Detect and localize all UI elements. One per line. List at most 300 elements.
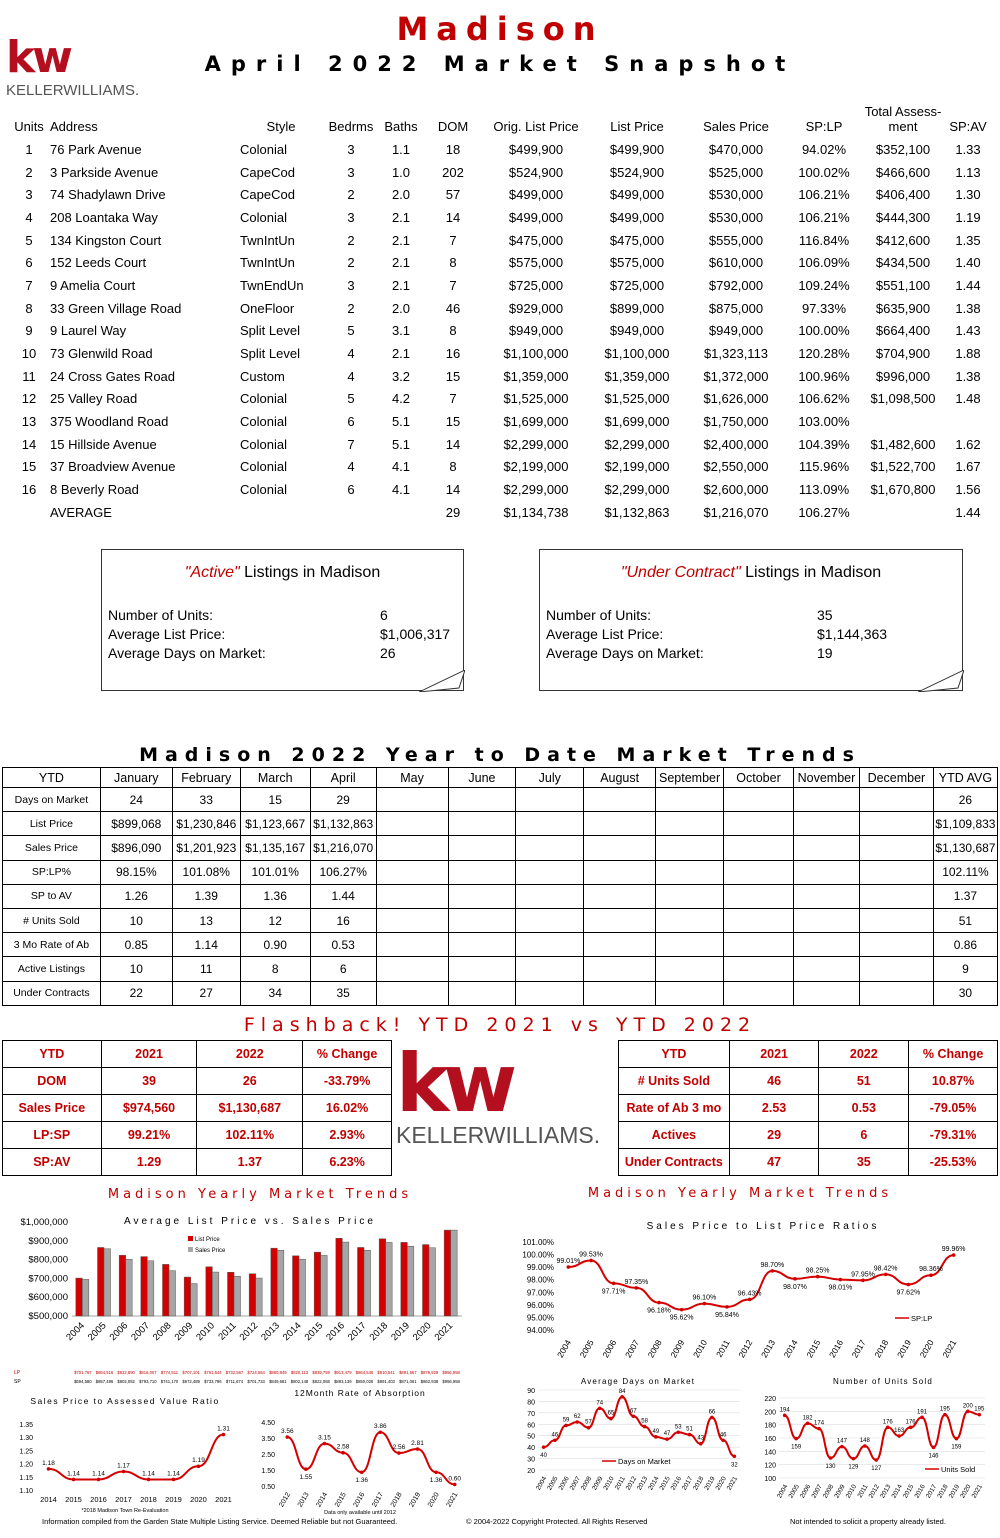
bar-list-price: [228, 1272, 235, 1316]
ytd-cell: [448, 957, 516, 981]
data-label: 129: [848, 1464, 859, 1471]
ytd-cell: 10: [100, 957, 172, 981]
x-tick-label: 2021: [445, 1491, 460, 1509]
ytd-cell: [516, 812, 584, 836]
active-box-title-rest: Listings in Madison: [239, 564, 381, 581]
data-label: 51: [686, 1426, 693, 1433]
y-tick-label: $1,000,000: [20, 1217, 68, 1228]
flashback-cell: 6.23%: [303, 1149, 392, 1176]
ytd-cell: [859, 788, 933, 812]
ytd-cell: [584, 957, 656, 981]
ytd-cell: [656, 933, 724, 957]
active-units-label: Number of Units:: [108, 607, 214, 623]
y-tick-label: 97.00%: [526, 1288, 554, 1298]
data-table-value: $893,139: [334, 1379, 352, 1384]
x-tick-label: 2010: [844, 1483, 859, 1500]
ytd-cell: [656, 836, 724, 860]
data-table-value: $822,890: [117, 1370, 135, 1375]
x-tick-label: 2019: [703, 1475, 717, 1492]
bar-list-price: [379, 1239, 386, 1316]
data-label: 96.43%: [737, 1290, 762, 1298]
x-tick-label: 2018: [140, 1495, 157, 1504]
sales-row: [8, 206, 992, 229]
under-contract-box: [539, 549, 963, 691]
ytd-cell: $1,109,833: [933, 812, 997, 836]
sales-cell: 106.21%: [798, 209, 850, 225]
data-label: 1.36: [355, 1477, 369, 1485]
footer-copyright: © 2004-2022 Copyright Protected. All Rights Reserved: [466, 1517, 648, 1526]
data-table-value: $857,486: [95, 1379, 114, 1384]
data-label: 1.14: [67, 1470, 80, 1478]
sales-cell: 3: [347, 164, 355, 180]
data-point: [852, 1457, 856, 1461]
chart-title: Average List Price vs. Sales Price: [124, 1216, 376, 1227]
ytd-cell: [584, 981, 656, 1005]
ytd-table: [2, 767, 998, 1006]
sales-cell: CapeCod: [240, 164, 295, 180]
ytd-cell: 0.86: [933, 933, 997, 957]
ytd-cell: 26: [933, 788, 997, 812]
ytd-cell: [376, 860, 448, 884]
data-table-value: $871,061: [399, 1379, 417, 1384]
ytd-cell: [724, 812, 794, 836]
sales-cell: 208 Loantaka Way: [50, 209, 158, 225]
x-tick-label: 2021: [215, 1495, 232, 1504]
sales-cell: $2,299,000: [604, 482, 670, 498]
sales-average-cell: [380, 501, 422, 524]
ytd-cell: 1.37: [933, 884, 997, 908]
x-tick-label: 2006: [107, 1320, 131, 1344]
sales-cell: 152 Leeds Court: [50, 255, 147, 271]
data-table-value: $711,674: [225, 1379, 244, 1384]
ytd-row-label: 3 Mo Rate of Ab: [3, 933, 101, 957]
ytd-row-label: SP:LP%: [3, 860, 101, 884]
y-tick-label: 60: [527, 1422, 535, 1430]
flashback-cell: 16.02%: [303, 1095, 392, 1122]
flashback-cell: 51: [819, 1068, 909, 1095]
chart-title: Number of Units Sold: [832, 1377, 934, 1386]
sales-cell: TwnIntUn: [240, 255, 295, 271]
y-tick-label: 120: [764, 1462, 776, 1470]
sales-average-cell: [8, 501, 50, 524]
ytd-cell: [376, 908, 448, 932]
x-tick-label: 2017: [345, 1320, 369, 1344]
x-tick-label: 2019: [389, 1320, 412, 1344]
data-point: [553, 1438, 557, 1442]
data-point: [654, 1435, 658, 1439]
flashback-left-body: [3, 1068, 392, 1176]
ytd-cell: [584, 836, 656, 860]
data-point: [612, 1282, 616, 1286]
legend-swatch: [188, 1247, 193, 1252]
x-tick-label: 2016: [324, 1320, 347, 1344]
y-tick-label: 20: [527, 1468, 535, 1475]
data-label: 1.14: [92, 1470, 105, 1478]
legend-label: Sales Price: [195, 1248, 226, 1254]
data-label: 65: [607, 1410, 615, 1417]
ytd-cell: [724, 908, 794, 932]
data-label: 2.81: [411, 1440, 424, 1448]
data-point: [632, 1414, 636, 1418]
sales-cell: $1,525,000: [604, 391, 670, 407]
y-tick-label: 101.00%: [522, 1238, 554, 1247]
data-point: [816, 1275, 820, 1279]
ytd-row: [3, 812, 998, 836]
y-tick-label: 95.00%: [526, 1313, 554, 1323]
sales-cell: $466,600: [875, 164, 931, 180]
page-title: Madison: [396, 10, 604, 48]
x-tick-label: 2009: [172, 1320, 196, 1344]
data-table-value: $879,929: [420, 1370, 439, 1375]
bar-list-price: [163, 1264, 170, 1316]
sales-cell: [862, 410, 944, 433]
sales-cell: 6: [347, 414, 355, 430]
x-tick-label: 2004: [776, 1483, 790, 1500]
x-tick-label: 2011: [216, 1320, 239, 1343]
data-label: 200: [962, 1403, 973, 1410]
ytd-cell: [516, 884, 584, 908]
data-point: [360, 1470, 364, 1474]
sales-cell: 4: [25, 209, 33, 225]
data-point: [943, 1413, 947, 1417]
x-tick-label: 2011: [713, 1338, 732, 1359]
ytd-cell: [859, 812, 933, 836]
ytd-col-header: November: [793, 768, 859, 788]
sales-cell: 2: [347, 255, 355, 271]
sales-cell: 97.33%: [801, 300, 847, 316]
data-point: [589, 1259, 593, 1263]
sales-cell: 1.19: [955, 209, 981, 225]
sales-cell: 2: [347, 300, 355, 316]
ytd-cell: 102.11%: [933, 860, 997, 884]
ytd-row-label: Days on Market: [3, 788, 101, 812]
sales-cell: 4: [347, 459, 355, 475]
data-label: 195: [974, 1406, 985, 1413]
sales-cell: 2.0: [391, 300, 411, 316]
ytd-row-label: SP to AV: [3, 884, 101, 908]
data-point: [966, 1410, 970, 1414]
x-tick-label: 2013: [636, 1475, 650, 1492]
x-tick-label: 2015: [302, 1320, 326, 1344]
sales-cell: $352,100: [875, 141, 931, 157]
data-point: [122, 1470, 126, 1474]
data-point: [567, 1265, 571, 1269]
sales-cell: 57: [445, 187, 461, 203]
data-label: 1.14: [142, 1470, 155, 1478]
bar-sales-price: [256, 1278, 263, 1316]
sales-cell: 14: [445, 482, 461, 498]
sales-row: [8, 365, 992, 388]
ytd-col-header: May: [376, 768, 448, 788]
ytd-row: [3, 908, 998, 932]
chart-note: *2018 Madison Town Re-Evaluation: [81, 1508, 169, 1514]
bar-sales-price: [212, 1272, 219, 1316]
sales-cell: 37 Broadview Avenue: [50, 459, 176, 475]
sales-cell: 33 Green Village Road: [50, 300, 182, 316]
flashback-cell: 47: [729, 1149, 819, 1176]
x-tick-label: 2007: [568, 1475, 583, 1492]
sales-cell: 5: [347, 323, 355, 339]
active-units-value: 6: [380, 607, 388, 623]
sales-cell: 4: [347, 368, 355, 384]
data-table-value: $891,403: [377, 1379, 395, 1384]
ytd-cell: 35: [310, 981, 376, 1005]
ytd-cell: [656, 957, 724, 981]
data-label: 43: [697, 1435, 705, 1442]
sales-cell: $1,670,800: [870, 482, 936, 498]
flashback-cell: 2.53: [729, 1095, 819, 1122]
ytd-cell: 33: [172, 788, 240, 812]
x-tick-label: 2005: [787, 1483, 801, 1500]
sales-cell: 16: [21, 482, 37, 498]
data-point: [416, 1447, 420, 1451]
x-tick-label: 2006: [600, 1338, 619, 1360]
ytd-cell: 15: [240, 788, 310, 812]
x-tick-label: 2017: [924, 1483, 939, 1500]
kw-logo-name-large: KELLERWILLIAMS.: [396, 1122, 601, 1148]
sales-cell: $575,000: [508, 255, 564, 271]
data-point: [286, 1435, 290, 1439]
data-table-value: $802,082: [117, 1379, 135, 1384]
data-label: 96.18%: [647, 1307, 671, 1315]
ytd-cell: [724, 788, 794, 812]
sales-cell: 1.38: [955, 368, 981, 384]
flashback-col-header: YTD: [3, 1041, 102, 1068]
flashback-cell: Actives: [619, 1122, 730, 1149]
data-label: 3.86: [373, 1423, 387, 1431]
ytd-cell: 8: [240, 957, 310, 981]
trends-title-right: Madison Yearly Market Trends: [587, 1186, 893, 1201]
ytd-cell: [859, 884, 933, 908]
data-label: 98.70%: [760, 1261, 785, 1269]
sales-cell: 7: [347, 436, 355, 452]
flashback-cell: Under Contracts: [619, 1149, 730, 1176]
x-tick-label: 2005: [546, 1475, 560, 1492]
sales-cell: 1.35: [955, 232, 981, 248]
active-dom-label: Average Days on Market:: [108, 645, 266, 661]
data-point: [725, 1305, 729, 1309]
flashback-cell: $974,560: [101, 1095, 197, 1122]
ytd-cell: [376, 788, 448, 812]
ytd-cell: [376, 812, 448, 836]
page-curl-icon: [918, 670, 964, 692]
sales-cell: 109.24%: [798, 277, 850, 293]
sales-cell: $575,000: [609, 255, 665, 271]
sales-cell: 1.0: [391, 164, 411, 180]
sales-cell: 103.00%: [798, 414, 850, 430]
y-tick-label: 99.00%: [526, 1263, 554, 1273]
sales-cell: $1,100,000: [503, 346, 569, 362]
ytd-cell: 0.90: [240, 933, 310, 957]
y-tick-label: $800,000: [28, 1254, 68, 1266]
sales-cell: 116.84%: [798, 232, 850, 248]
sales-cell: 24 Cross Gates Road: [50, 368, 176, 384]
sales-cell: 1.62: [955, 436, 981, 452]
page-subtitle: April 2022 Market Snapshot: [204, 52, 796, 76]
sales-cell: 8: [25, 300, 33, 316]
sales-cell: $1,359,000: [604, 368, 670, 384]
ytd-cell: 22: [100, 981, 172, 1005]
data-point: [453, 1483, 457, 1487]
sales-cell: $412,600: [875, 232, 931, 248]
x-tick-label: 2004: [554, 1338, 574, 1360]
ytd-row: [3, 957, 998, 981]
sales-row: [8, 478, 992, 501]
data-point: [379, 1430, 383, 1434]
sales-cell: 2.1: [391, 209, 411, 225]
list-vs-sales-chart: [10, 1206, 470, 1388]
data-point: [643, 1425, 647, 1429]
sales-cell: 7: [449, 277, 457, 293]
ytd-title: Madison 2022 Year to Date Market Trends: [139, 744, 861, 766]
chart-title: Sales Price to Assessed Value Ratio: [30, 1396, 220, 1406]
sales-row: [8, 251, 992, 274]
ytd-row-label: Active Listings: [3, 957, 101, 981]
ytd-cell: 12: [240, 908, 310, 932]
ytd-col-header: January: [100, 768, 172, 788]
sales-cell: $434,500: [875, 255, 931, 271]
y-tick-label: 0.50: [261, 1484, 275, 1491]
data-table-value: $733,796: [204, 1379, 222, 1384]
ytd-cell: [724, 933, 794, 957]
sales-cell: 5.1: [391, 436, 411, 452]
sales-cell: 16: [445, 346, 461, 362]
data-label: 32: [731, 1462, 738, 1469]
sales-row: [8, 297, 992, 320]
ytd-row: [3, 933, 998, 957]
sales-row: [8, 274, 992, 297]
data-label: 1.55: [299, 1474, 313, 1482]
footer-notice: Not intended to solicit a property already listed.: [790, 1517, 946, 1526]
data-point: [197, 1464, 201, 1468]
data-label: 147: [836, 1438, 847, 1445]
x-tick-label: 2019: [408, 1491, 423, 1509]
x-tick-label: 2016: [913, 1483, 927, 1500]
data-label: 59: [562, 1417, 570, 1424]
contract-units-value: 35: [817, 607, 833, 623]
bar-sales-price: [277, 1250, 284, 1316]
sales-cell: 100.02%: [798, 164, 850, 180]
sales-row: [8, 410, 992, 433]
x-tick-label: 2018: [872, 1338, 891, 1360]
ytd-cell: [584, 908, 656, 932]
sales-col-header: SP:AV: [949, 119, 987, 134]
ytd-cell: [448, 981, 516, 1005]
ytd-cell: [859, 908, 933, 932]
sales-cell: $524,900: [609, 164, 665, 180]
active-price-value: $1,006,317: [380, 626, 451, 642]
sales-cell: 15: [445, 368, 461, 384]
active-price-label: Average List Price:: [108, 626, 226, 642]
y-tick-label: $900,000: [28, 1235, 68, 1247]
data-table-value: $701,733: [247, 1379, 265, 1384]
y-tick-label: 2.50: [261, 1452, 275, 1459]
sales-cell: $725,000: [609, 277, 665, 293]
flashback-cell: 0.53: [819, 1095, 909, 1122]
data-point: [699, 1442, 703, 1446]
sales-cell: Colonial: [240, 436, 287, 452]
sales-cell: $929,000: [508, 300, 564, 316]
ytd-cell: 51: [933, 908, 997, 932]
sales-cell: 5.1: [391, 414, 411, 430]
sales-cell: $555,000: [708, 232, 764, 248]
sales-cell: 13: [21, 414, 37, 430]
data-label: 98.36%: [919, 1266, 943, 1274]
flashback-cell: 10.87%: [909, 1068, 998, 1095]
sales-row: [8, 320, 992, 343]
sales-cell: 2.1: [391, 255, 411, 271]
sales-average-cell: [322, 501, 380, 524]
x-tick-label: 2018: [367, 1320, 391, 1344]
sales-cell: 2: [25, 164, 33, 180]
sales-cell: 1.1: [391, 141, 411, 157]
sales-row: [8, 433, 992, 456]
ytd-table-header: [3, 768, 998, 788]
sales-cell: Colonial: [240, 391, 287, 407]
data-label: 2.58: [336, 1443, 350, 1451]
sales-table-body: [8, 138, 992, 524]
kw-logo-mark-large: kw: [396, 1037, 512, 1130]
y-tick-label: 4.50: [261, 1420, 275, 1427]
sales-cell: $1,323,113: [703, 346, 769, 362]
bar-sales-price: [429, 1248, 436, 1316]
ytd-cell: [793, 933, 859, 957]
sales-cell: 3: [347, 141, 355, 157]
ytd-cell: [859, 836, 933, 860]
ytd-cell: $896,090: [100, 836, 172, 860]
flashback-cell: 6: [819, 1122, 909, 1149]
ytd-cell: [793, 908, 859, 932]
chart-note: Data only available until 2012: [324, 1510, 396, 1516]
ytd-cell: [448, 788, 516, 812]
data-label: 97.71%: [601, 1288, 626, 1296]
data-label: 66: [708, 1409, 716, 1416]
sales-cell: $725,000: [508, 277, 564, 293]
sales-cell: $2,550,000: [703, 459, 769, 475]
bar-sales-price: [342, 1242, 349, 1316]
ytd-col-header: October: [724, 768, 794, 788]
x-tick-label: 2012: [278, 1491, 293, 1509]
data-point: [733, 1454, 737, 1458]
flashback-cell: LP:SP: [3, 1122, 102, 1149]
ytd-cell: [376, 981, 448, 1005]
flashback-cell: 1.29: [101, 1149, 197, 1176]
sales-cell: 73 Glenwild Road: [50, 346, 153, 362]
ytd-cell: 101.08%: [172, 860, 240, 884]
flashback-cell: # Units Sold: [619, 1068, 730, 1095]
data-point: [587, 1426, 591, 1430]
y-tick-label: 200: [764, 1409, 776, 1417]
x-tick-label: 2006: [799, 1483, 813, 1500]
sales-cell: 115.96%: [798, 459, 850, 475]
sales-row: [8, 183, 992, 206]
active-listings-box: [101, 549, 464, 691]
x-tick-label: 2009: [591, 1475, 605, 1492]
sp-av-ratio-chart: [10, 1390, 240, 1518]
sales-cell: 15 Hillside Avenue: [50, 436, 157, 452]
y-tick-label: $500,000: [28, 1311, 68, 1322]
x-tick-label: 2017: [371, 1491, 386, 1509]
ytd-col-header: July: [516, 768, 584, 788]
ytd-cell: [793, 884, 859, 908]
bar-sales-price: [82, 1279, 89, 1316]
ytd-cell: [656, 908, 724, 932]
contract-units-label: Number of Units:: [546, 607, 652, 623]
footer-disclaimer: Information compiled from the Garden State Multiple Listing Service. Deemed Reliable but not Guaranteed.: [42, 1517, 398, 1526]
sales-cell: 5: [347, 391, 355, 407]
sales-cell: $444,300: [875, 209, 931, 225]
sales-cell: $1,522,700: [870, 459, 936, 475]
